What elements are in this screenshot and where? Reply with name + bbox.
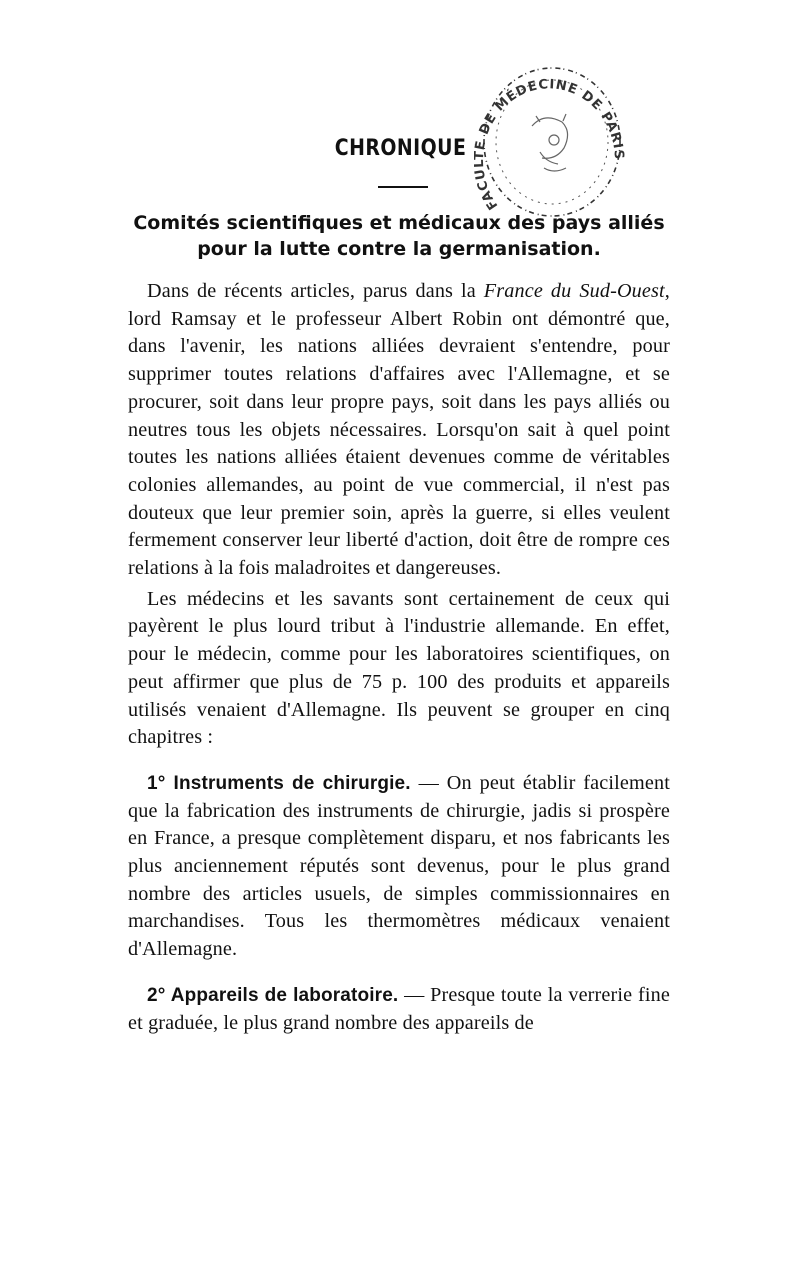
item-2-heading: 2° Appareils de laboratoire. [147,984,399,1006]
intro-text-rest: , lord Ramsay et le professeur Albert Robin ont démontré que, dans l'avenir, les nations alliées devraient s'entendre, pour supprimer toutes relations d'affaires avec l'Allemagne, et se procurer, soit dans leur propre pays, soit dans les pays alliés ou neutres tous les objets nécessaires. Lorsqu'on sait à quel point toutes les nations alliées étaient devenues comme de véritables colonies allemandes, au point de vue commercial, il n'est pas douteux que leur premier soin, après la guerre, si elles veulent fermement conserver leur liberté d'action, doit être de rompre ces relations à la fois maladroites et dangereuses. [128,280,670,580]
paragraph-item-1 [128,770,670,964]
stamp-text: FACU É DE MÉDECINE DE PARIS [474,77,627,213]
item-1-text: — On peut établir facilement que la fabrication des instruments de chirurgie, jadis si prospère en France, a presque complètement disparu, et nos fabricants les plus anciennement réputés sont devenus, pour le plus grand nombre des articles usuels, de simples commissionnaires en marchandises. Tous les thermomètres médicaux venaient d'Allemagne. [128,771,670,961]
paragraph-item-2 [128,982,670,1037]
headline-line-2: pour la lutte contre la germanisation. [197,238,601,260]
item-2-text: — Presque toute la verrerie fine et graduée, le plus grand nombre des appareils de [128,983,671,1034]
intro-text-start: Dans de récents articles, parus dans la [147,280,484,302]
newspaper-title: France du Sud-Ouest [483,280,665,302]
item-1-heading: 1° Instruments de chirurgie. [147,772,411,794]
article-headline [128,210,670,262]
paragraph-intro [128,278,670,583]
headline-line-1: Comités scientifiques et médicaux des pays alliés [133,212,665,234]
article-body [128,278,670,1037]
title-divider [378,186,428,188]
section-title: CHRONIQUE [334,136,467,161]
paragraph-second: Les médecins et les savants sont certainement de ceux qui payèrent le plus lourd tribut à l'industrie allemande. En effet, pour le médecin, comme pour les laboratoires scientifiques, on peut affirmer que plus de 75 p. 100 des produits et appareils utilisés venaient d'Allemagne. Ils peuvent se grouper en cinq chapitres : [128,587,670,749]
